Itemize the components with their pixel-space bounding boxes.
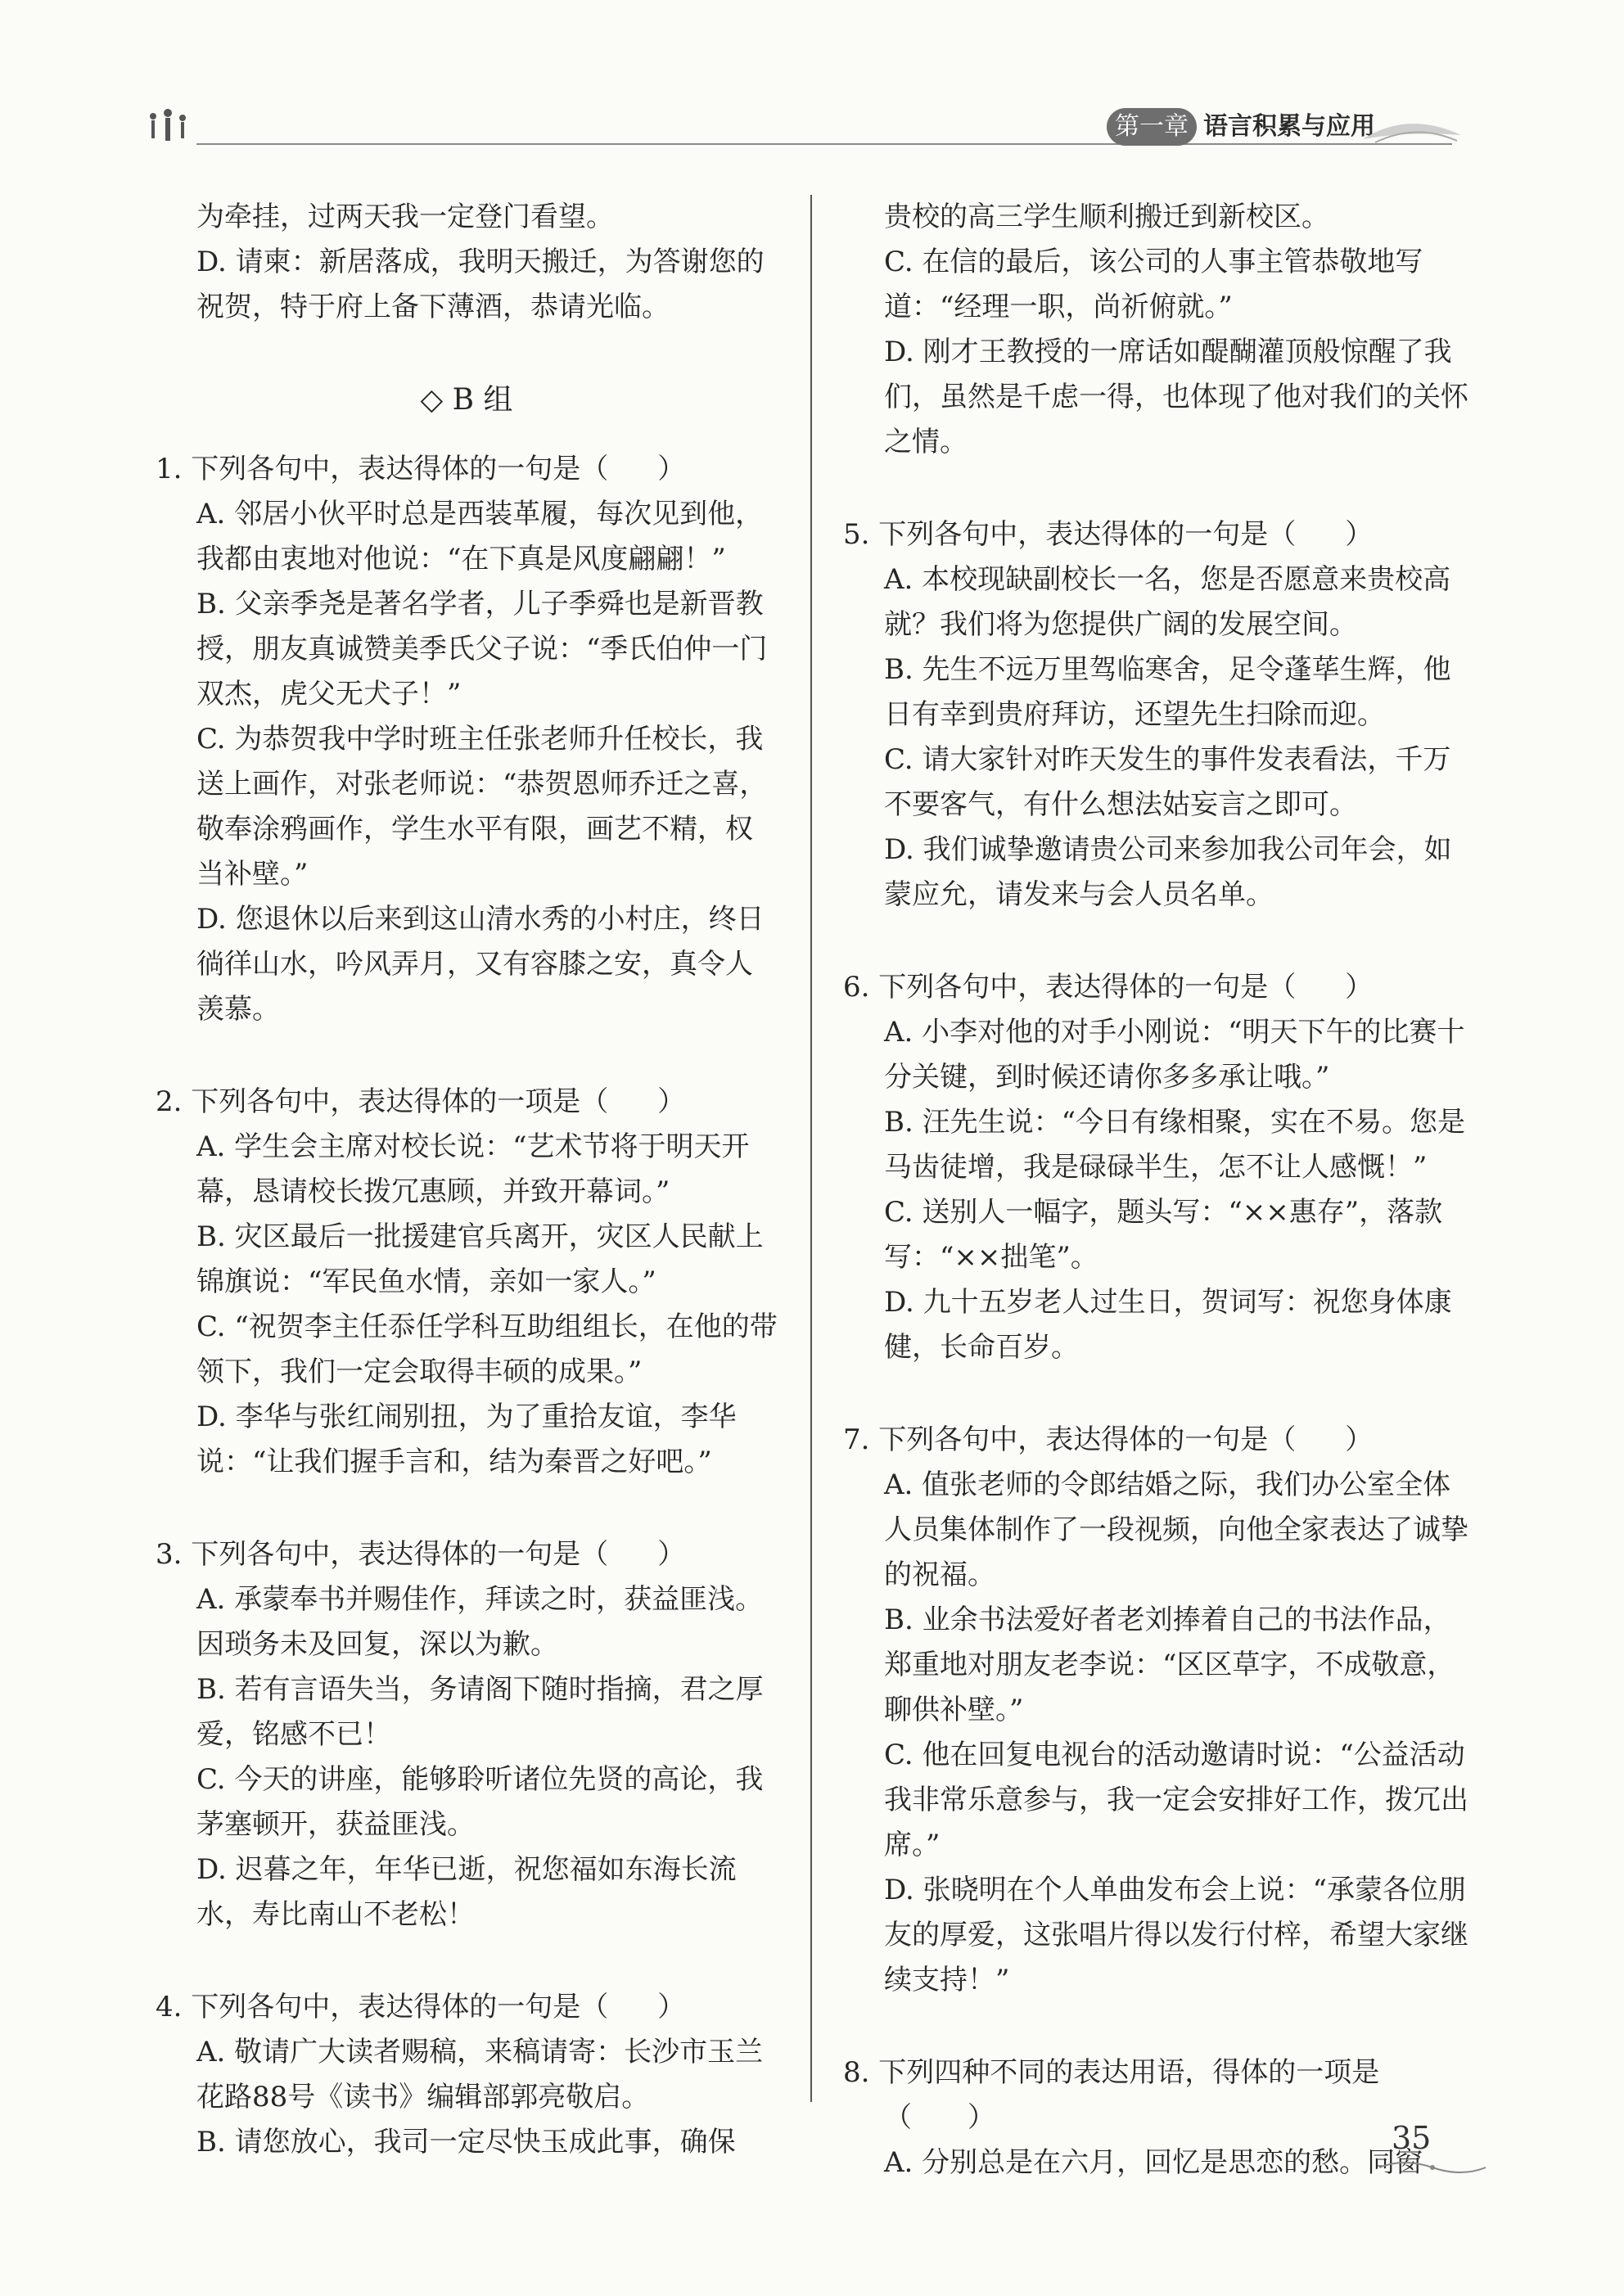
option-d: D. 请柬：新居落成，我明天搬迁，为答谢您的祝贺，特于府上备下薄酒，恭请光临。 [196, 246, 765, 323]
footer-ornament-icon [1375, 2158, 1490, 2177]
question-stem: 3. 下列各句中，表达得体的一句是（ [156, 1538, 609, 1571]
leaf-ornament-icon [1359, 106, 1465, 147]
question-2: 2. 下列各句中，表达得体的一项是（ ） A. 学生会主席对校长说：“艺术节将于明天开幕，恳请校长拨冗惠顾，并致开幕词。” B. 灾区最后一批援建官兵离开，灾区人民献上锦旗说：“军民鱼水情，亲如一家人。” C. “祝贺李主任忝任学科互助组组长，在他的带领下，我们一定会取得丰硕的成果。” D. 李华与张红闹别扭，为了重拾友谊，李华说：“让我们握手言和，结为秦晋之好吧。” [156, 1080, 778, 1485]
question-stem: 7. 下列各句中，表达得体的一句是（ [843, 1423, 1297, 1456]
option-a: A. 小李对他的对手小刚说：“明天下午的比赛十分关键，到时候还请你多多承让哦。” [884, 1016, 1465, 1094]
question-stem: 1. 下列各句中，表达得体的一句是（ [156, 453, 609, 485]
question-6: 6. 下列各句中，表达得体的一句是（ ） A. 小李对他的对手小刚说：“明天下午的比赛十分关键，到时候还请你多多承让哦。” B. 汪先生说：“今日有缘相聚，实在不易。您是马齿徒增，我是碌碌半生，怎不让人感慨！” C. 送别人一幅字，题头写：“××惠存”，落款写：“××拙笔”。 D. 九十五岁老人过生日，贺词写：祝您身体康健，长命百岁。 [843, 965, 1473, 1370]
chapter-badge: 第一章 [1107, 108, 1197, 146]
option-a: A. 分别总是在六月，回忆是思恋的愁。同窗 [884, 2146, 1423, 2179]
option-d: D. 我们诚挚邀请贵公司来参加我公司年会，如蒙应允，请发来与会人员名单。 [884, 833, 1452, 911]
right-column [843, 195, 1473, 2185]
option-d: D. 九十五岁老人过生日，贺词写：祝您身体康健，长命百岁。 [884, 1286, 1452, 1364]
question-stem: 4. 下列各句中，表达得体的一句是（ [156, 1991, 609, 2023]
option-d: D. 李华与张红闹别扭，为了重拾友谊，李华说：“让我们握手言和，结为秦晋之好吧。” [196, 1401, 737, 1478]
question-stem: 6. 下列各句中，表达得体的一句是（ [843, 971, 1297, 1004]
section-title: 语言积累与应用 [1203, 112, 1375, 141]
option-a: A. 敬请广大读者赐稿，来稿请寄：长沙市玉兰花路88号《读书》编辑部郭亮敬启。 [196, 2036, 764, 2113]
group-title: ◇ B 组 [420, 383, 513, 417]
question-5: 5. 下列各句中，表达得体的一句是（ ） A. 本校现缺副校长一名，您是否愿意来贵校高就？我们将为您提供广阔的发展空间。 B. 先生不远万里驾临寒舍，足令蓬荜生辉，他日有幸到贵府拜访，还望先生扫除而迎。 C. 请大家针对昨天发生的事件发表看法，千万不要客气，有什么想法姑妄言之即可。 D. 我们诚挚邀请贵公司来参加我公司年会，如蒙应允，请发来与会人员名单。 [843, 512, 1473, 918]
option-b: B. 请您放心，我司一定尽快玉成此事，确保 [196, 2126, 736, 2158]
option-b: B. 先生不远万里驾临寒舍，足令蓬荜生辉，他日有幸到贵府拜访，还望先生扫除而迎。 [884, 653, 1451, 731]
option-b: B. 业余书法爱好者老刘捧着自己的书法作品，郑重地对朋友老李说：“区区草字，不成敬意，聊供补壁。” [884, 1604, 1455, 1726]
option-c: C. 今天的讲座，能够聆听诸位先贤的高论，我茅塞顿开，获益匪浅。 [196, 1763, 764, 1841]
option-b: B. 灾区最后一批援建官兵离开，灾区人民献上锦旗说：“军民鱼水情，亲如一家人。” [196, 1220, 764, 1298]
option-a: A. 邻居小伙平时总是西装革履，每次见到他，我都由衷地对他说：“在下真是风度翩翩！” [196, 498, 764, 575]
option-c: C. 为恭贺我中学时班主任张老师升任校长，我送上画作，对张老师说：“恭贺恩师乔迁之喜，敬奉涂鸦画作，学生水平有限，画艺不精，权当补壁。” [196, 723, 768, 891]
question-stem: 2. 下列各句中，表达得体的一项是（ [156, 1085, 609, 1118]
option-d: D. 张晓明在个人单曲发布会上说：“承蒙各位朋友的厚爱，这张唱片得以发行付梓，希望大家继续支持！” [884, 1874, 1468, 1996]
option-c: C. 请大家针对昨天发生的事件发表看法，千万不要客气，有什么想法姑妄言之即可。 [884, 743, 1451, 821]
question-stem: 8. 下列四种不同的表达用语，得体的一项是 [843, 2056, 1380, 2089]
option-c: C. “祝贺李主任忝任学科互助组组长，在他的带领下，我们一定会取得丰硕的成果。” [196, 1310, 778, 1388]
option-c: C. 送别人一幅字，题头写：“××惠存”，落款写：“××拙笔”。 [884, 1196, 1443, 1274]
question-7: 7. 下列各句中，表达得体的一句是（ ） A. 值张老师的令郎结婚之际，我们办公室全体人员集体制作了一段视频，向他全家表达了诚挚的祝福。 B. 业余书法爱好者老刘捧着自己的书法作品，郑重地对朋友老李说：“区区草字，不成敬意，聊供补壁。” C. 他在回复电视台的活动邀请时说：“公益活动我非常乐意参与，我一定会安排好工作，拨冗出席。” D. 张晓明在个人单曲发布会上说：“承蒙各位朋友的厚爱，这张唱片得以发行付梓，希望大家继续支持！” [843, 1418, 1473, 2003]
question-3: 3. 下列各句中，表达得体的一句是（ ） A. 承蒙奉书并赐佳作，拜读之时，获益匪浅。因琐务未及回复，深以为歉。 B. 若有言语失当，务请阁下随时指摘，君之厚爱，铭感不已！ C. 今天的讲座，能够聆听诸位先贤的高论，我茅塞顿开，获益匪浅。 D. 迟暮之年，年华已逝，祝您福如东海长流水，寿比南山不老松！ [156, 1532, 778, 1937]
left-column [156, 195, 778, 2165]
option-c: C. 在信的最后，该公司的人事主管恭敬地写道：“经理一职，尚祈俯就。” [884, 246, 1423, 323]
running-figures-icon [143, 106, 217, 147]
option-a: A. 本校现缺副校长一名，您是否愿意来贵校高就？我们将为您提供广阔的发展空间。 [884, 563, 1451, 641]
question-stem: 5. 下列各句中，表达得体的一句是（ [843, 518, 1297, 551]
question-4: 4. 下列各句中，表达得体的一句是（ ） A. 敬请广大读者赐稿，来稿请寄：长沙市玉兰花路88号《读书》编辑部郭亮敬启。 B. 请您放心，我司一定尽快玉成此事，确保 [156, 1985, 778, 2165]
question-1: 1. 下列各句中，表达得体的一句是（ ） A. 邻居小伙平时总是西装革履，每次见到他，我都由衷地对他说：“在下真是风度翩翩！” B. 父亲季尧是著名学者，儿子季舜也是新晋教授，朋友真诚赞美季氏父子说：“季氏伯仲一门双杰，虎父无犬子！” C. 为恭贺我中学时班主任张老师升任校长，我送上画作，对张老师说：“恭贺恩师乔迁之喜，敬奉涂鸦画作，学生水平有限，画艺不精，权当补壁。” D. 您退休以后来到这山清水秀的小村庄，终日徜徉山水，吟风弄月，又有容膝之安，真令人羡慕。 [156, 447, 778, 1032]
option-b: B. 汪先生说：“今日有缘相聚，实在不易。您是马齿徒增，我是碌碌半生，怎不让人感慨！” [884, 1106, 1465, 1184]
option-a: A. 值张老师的令郎结婚之际，我们办公室全体人员集体制作了一段视频，向他全家表达了诚挚的祝福。 [884, 1468, 1468, 1591]
page-number: 35 [1392, 2120, 1432, 2156]
option-a: A. 学生会主席对校长说：“艺术节将于明天开幕，恳请校长拨冗惠顾，并致开幕词。” [196, 1130, 750, 1208]
option-d: D. 您退休以后来到这山清水秀的小村庄，终日徜徉山水，吟风弄月，又有容膝之安，真令人羡慕。 [196, 903, 765, 1026]
column-divider [810, 195, 812, 2102]
option-d: D. 刚才王教授的一席话如醍醐灌顶般惊醒了我们，虽然是千虑一得，也体现了他对我们的关怀之情。 [884, 336, 1468, 458]
continuation-text: 为牵挂，过两天我一定登门看望。 [196, 201, 614, 233]
answer-paren: （ ） [884, 2101, 995, 2134]
option-d: D. 迟暮之年，年华已逝，祝您福如东海长流水，寿比南山不老松！ [196, 1853, 737, 1931]
continuation-text: 贵校的高三学生顺利搬迁到新校区。 [884, 201, 1329, 233]
option-c: C. 他在回复电视台的活动邀请时说：“公益活动我非常乐意参与，我一定会安排好工作，拨冗出席。” [884, 1739, 1468, 1861]
option-b: B. 父亲季尧是著名学者，儿子季舜也是新晋教授，朋友真诚赞美季氏父子说：“季氏伯仲一门双杰，虎父无犬子！” [196, 588, 768, 710]
option-a: A. 承蒙奉书并赐佳作，拜读之时，获益匪浅。因琐务未及回复，深以为歉。 [196, 1583, 764, 1661]
option-b: B. 若有言语失当，务请阁下随时指摘，君之厚爱，铭感不已！ [196, 1673, 764, 1751]
